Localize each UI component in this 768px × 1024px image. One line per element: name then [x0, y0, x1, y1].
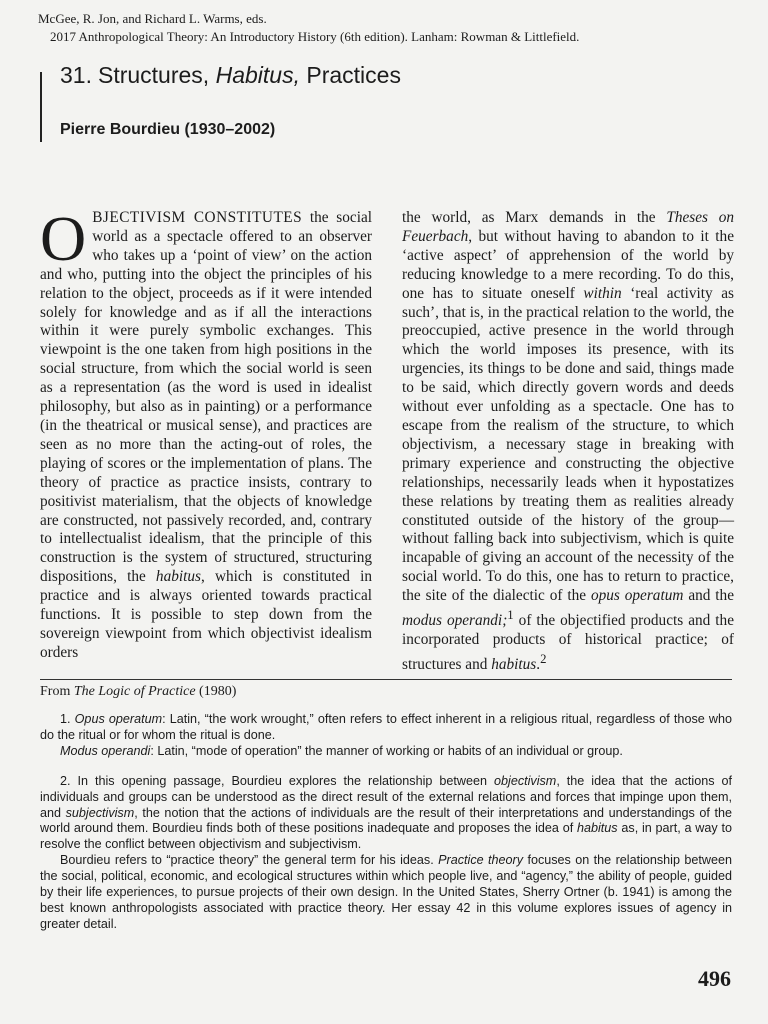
note-text: as, in part, a way to resolve the conflict between objectivism and subjectivism. [40, 821, 732, 852]
citation-book: 2017 Anthropological Theory: An Introductory History (6th edition). Lanham: Rowman & Littlefield. [50, 29, 580, 44]
body-text: . [536, 656, 541, 674]
chapter-title [60, 62, 401, 89]
body-italic: habitus [155, 568, 201, 586]
note-term: habitus [576, 821, 618, 836]
body-italic: within [583, 284, 622, 302]
note-term: objectivism [494, 773, 557, 788]
body-text: of the objectified products and the incorporated products of historical practice; of structures and [402, 612, 734, 674]
source-prefix: From [40, 684, 74, 699]
section-divider [40, 679, 732, 680]
page-number: 496 [698, 966, 731, 991]
body-column-left [40, 203, 373, 663]
body-column-right [402, 209, 734, 675]
note-1 [40, 712, 732, 744]
source-title: The Logic of Practice [73, 684, 196, 699]
note-text: : Latin, “mode of operation” the manner of working or habits of an individual or group. [150, 743, 623, 758]
footnote-ref-1: 1 [507, 608, 514, 623]
body-paragraph [402, 209, 734, 675]
body-italic: ; [502, 612, 508, 630]
note-2-continued [40, 853, 732, 933]
footnote-ref-2: 2 [540, 651, 547, 666]
note-text: 2. In this opening passage, Bourdieu explores the relationship between [60, 773, 495, 788]
body-text: , but without having to abandon to it the ‘active aspect’ of apprehension of the world by reducing knowledge to a mere recording. To do this, one has to situate oneself [402, 227, 734, 302]
note-2 [40, 774, 732, 854]
source-year: (1980) [195, 684, 237, 699]
body-italic: Theses on Feuerbach [402, 209, 735, 245]
body-text: the world, as Marx demands in the [402, 209, 667, 226]
body-text: the social world as a spectacle offered to an observer who takes up a ‘point of view’ on the action and who, putting into the object the principles of his relation to the object, proceeds as if it were intended solely for knowledge and as if all the interactions within it were purely symbolic exchanges. This viewpoint is the one taken from high positions in the social structure, from which the social world is seen as a representation (as the word is used in idealist philosophy, but also as in painting) or a performance (in the theatrical or musical sense), and practices are seen as no more than the acting-out of roles, the playing of scores or the implementation of plans. The theory of practice as practice insists, contrary to positivist materialism, that the objects of knowledge are constructed, not passively recorded, and, contrary to intellectualist idealism, that the principle of this construction is the system of structured, structuring dispositions, the [40, 209, 372, 586]
body-italic: habitus [491, 656, 537, 674]
chapter-title-part: Structures, [97, 62, 216, 88]
drop-cap: O [40, 203, 87, 274]
note-text: Bourdieu refers to “practice theory” the general term for his ideas. [60, 853, 439, 868]
chapter-title-part: Practices [299, 62, 401, 88]
body-italic: opus operatum [590, 587, 684, 605]
note-text: , the notion that the actions of individuals are the result of their interpretations and understandings of the world around them. Bourdieu finds both of these positions inadequate and proposes the idea of [40, 805, 732, 836]
body-italic: modus operandi [402, 612, 503, 630]
note-text: : Latin, “the work wrought,” often refers to effect inherent in a religious ritual, regardless of those who do the ritual or for whom the ritual is done. [40, 712, 732, 742]
chapter-number: 31. [60, 62, 92, 88]
opening-smallcaps: BJECTIVISM CONSTITUTES [92, 209, 303, 226]
body-text: and the [683, 587, 734, 605]
note-term: Opus operatum [74, 712, 163, 726]
author-heading: Pierre Bourdieu (1930–2002) [60, 121, 276, 138]
note-term: subjectivism [65, 805, 135, 820]
note-1-continued [40, 744, 732, 760]
note-text: focuses on the relationship between the social, political, economic, and ecological structures within which people live, and “agency,” the ability of people, guided by their life experiences, to pursue projects of their own design. In the United States, Sherry Ortner (b. 1941) is among the best known anthropologists associated with practice theory. Her essay 42 in this volume explores issues of agency in greater detail. [40, 853, 732, 931]
citation-editors: McGee, R. Jon, and Richard L. Warms, eds. [38, 11, 267, 26]
body-text: ‘real activity as such’, that is, in the practical relation to the world, the preoccupied, active presence in the world through which the world imposes its presence, with its urgencies, its things to be done and said, things made to be said, which directly govern words and deeds without ever unfolding as a spectacle. One has to escape from the realism of the structure, to which objectivism, a necessary stage in breaking with primary experience and constructing the objective relationships, necessarily leads when it hypostatizes these relations by treating them as realities already constituted outside of the history of the group—without falling back into subjectivism, which is quite incapable of giving an account of the necessity of the social world. To do this, one has to return to practice, the site of the dialectic of the [402, 284, 734, 605]
chapter-title-italic: Habitus, [215, 62, 300, 88]
notes-section [40, 712, 732, 933]
note-number: 1. [60, 712, 75, 726]
body-paragraph [40, 203, 373, 663]
note-term: Practice theory [438, 853, 524, 868]
source-line [40, 684, 236, 700]
body-text: , which is constituted in practice and is always oriented towards practical functions. It is possible to step down from the sovereign viewpoint from which objectivist idealism orders [40, 568, 373, 661]
note-term: Modus operandi [60, 743, 151, 758]
title-rule [40, 72, 42, 142]
note-text: , the idea that the actions of individuals and groups can be understood as the direct result of the external relations and forces that impinge upon them, and [40, 773, 732, 820]
citation [38, 10, 738, 46]
